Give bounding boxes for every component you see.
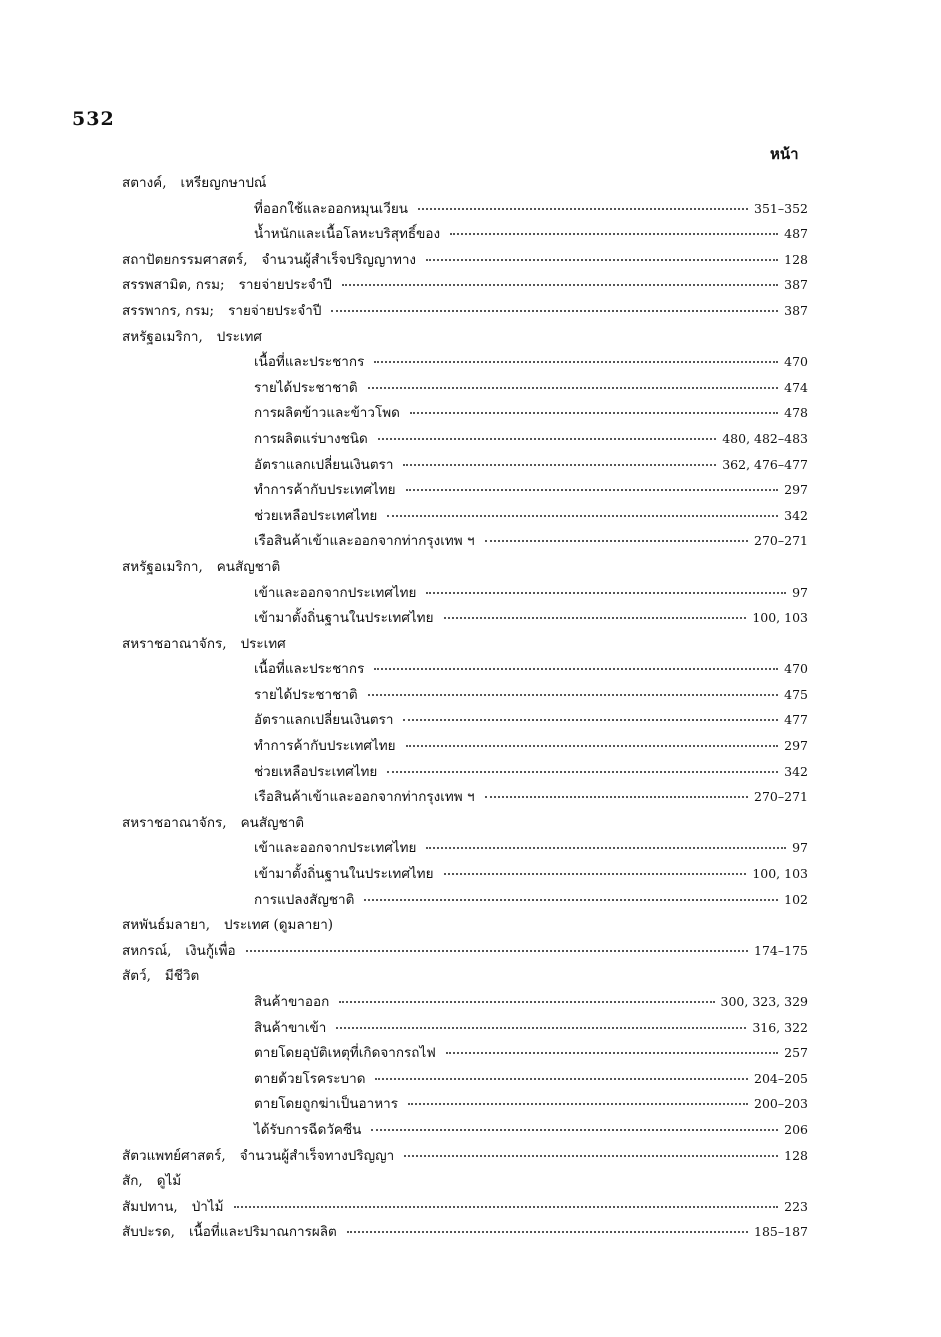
index-entry: [122, 913, 808, 939]
dot-leader: [450, 233, 778, 235]
entry-page-numbers: 387: [784, 302, 808, 318]
entry-page-numbers: 97: [792, 840, 808, 856]
dot-leader: [342, 284, 778, 286]
entry-subterm: ได้รับการฉีดวัคซีน: [254, 1121, 362, 1138]
dot-leader: [426, 592, 786, 594]
entry-heading: [122, 1144, 394, 1166]
entry-heading: [122, 1195, 224, 1217]
entry-heading: [122, 836, 416, 858]
entry-page-numbers: 200–203: [754, 1096, 808, 1112]
dot-leader: [364, 899, 778, 901]
entry-subterm: ประเทศ: [240, 635, 286, 652]
entry-heading: [122, 171, 266, 193]
entry-page-numbers: 316, 322: [752, 1019, 808, 1035]
entry-subterm: เข้ามาตั้งถิ่นฐานในประเทศไทย: [254, 610, 434, 627]
entry-page-numbers: 342: [784, 763, 808, 779]
entry-subterm: อัตราแลกเปลี่ยนเงินตรา: [254, 712, 394, 729]
index-entry: [122, 657, 808, 683]
index-entry: [122, 1144, 808, 1170]
index-entry: [122, 504, 808, 530]
page-number: 532: [72, 108, 115, 130]
entry-heading: [122, 1220, 337, 1242]
entry-heading: [122, 606, 434, 628]
index-entry: [122, 683, 808, 709]
entry-heading: [122, 299, 321, 321]
entry-subterm: ประเทศ (ดูมลายา): [224, 917, 334, 934]
entry-page-numbers: 478: [784, 405, 808, 421]
entry-page-numbers: 270–271: [754, 789, 808, 805]
entry-main-term: สรรพสามิต, กรม;: [122, 277, 225, 294]
entry-heading: [122, 632, 286, 654]
dot-leader: [387, 771, 778, 773]
dot-leader: [387, 515, 778, 517]
entry-heading: [122, 222, 440, 244]
index-entry: [122, 273, 808, 299]
entry-page-numbers: 270–271: [754, 533, 808, 549]
entry-heading: [122, 504, 377, 526]
index-entry: [122, 401, 808, 427]
entry-heading: [122, 1118, 361, 1140]
entry-subterm: เข้ามาตั้งถิ่นฐานในประเทศไทย: [254, 866, 434, 883]
entry-subterm: เนื้อที่และปริมาณการผลิต: [188, 1224, 337, 1241]
entry-subterm: เรือสินค้าเข้าและออกจากท่ากรุงเทพ ฯ: [254, 533, 475, 550]
entry-page-numbers: 477: [784, 712, 808, 728]
entry-heading: [122, 325, 262, 347]
entry-subterm: ที่ออกใช้และออกหมุนเวียน: [254, 200, 409, 217]
entry-page-numbers: 100, 103: [752, 866, 808, 882]
entry-heading: [122, 197, 408, 219]
entry-heading: [122, 376, 358, 398]
entry-page-numbers: 100, 103: [752, 610, 808, 626]
entry-subterm: เข้าและออกจากประเทศไทย: [254, 584, 417, 601]
index-entry: [122, 606, 808, 632]
dot-leader: [368, 694, 779, 696]
entry-page-numbers: 257: [784, 1045, 808, 1061]
dot-leader: [371, 1129, 778, 1131]
index-entry: [122, 325, 808, 351]
entry-main-term: สหรัฐอเมริกา,: [122, 558, 203, 575]
entry-subterm: การแปลงสัญชาติ: [254, 891, 355, 908]
entry-subterm: ป่าไม้: [191, 1198, 224, 1215]
dot-leader: [234, 1206, 779, 1208]
entry-subterm: การผลิตข้าวและข้าวโพด: [254, 405, 400, 422]
entry-page-numbers: 351–352: [754, 200, 808, 216]
entry-page-numbers: 300, 323, 329: [720, 994, 808, 1009]
entry-page-numbers: 223: [784, 1198, 808, 1214]
entry-page-numbers: 387: [784, 277, 808, 293]
dot-leader: [347, 1231, 748, 1233]
entry-page-numbers: 362, 476–477: [722, 456, 808, 472]
entry-heading: [122, 248, 416, 270]
entry-heading: [122, 862, 434, 884]
entry-subterm: ตายโดยถูกฆ่าเป็นอาหาร: [254, 1096, 398, 1113]
entry-subterm: เนื้อที่และประชากร: [254, 661, 365, 678]
entry-main-term: สัตว์,: [122, 968, 151, 985]
index-entry: [122, 171, 808, 197]
entry-subterm: ตายด้วยโรคระบาด: [254, 1070, 366, 1087]
dot-leader: [246, 950, 748, 952]
index-entry: [122, 990, 808, 1016]
entry-page-numbers: 487: [784, 226, 808, 242]
entry-main-term: สหราชอาณาจักร,: [122, 814, 227, 831]
index-entry: [122, 1118, 808, 1144]
entry-heading: [122, 785, 475, 807]
index-entry: [122, 760, 808, 786]
index-entry: [122, 350, 808, 376]
entry-heading: [122, 913, 333, 935]
entry-main-term: สัตวแพทย์ศาสตร์,: [122, 1147, 226, 1164]
entry-subterm: ช่วยเหลือประเทศไทย: [254, 507, 378, 524]
entry-page-numbers: 204–205: [754, 1070, 808, 1086]
entry-main-term: สหรัฐอเมริกา,: [122, 328, 203, 345]
entry-subterm: ดูไม้: [156, 1173, 182, 1190]
entry-main-term: สถาปัตยกรรมศาสตร์,: [122, 251, 248, 268]
dot-leader: [406, 745, 779, 747]
entry-main-term: สหราชอาณาจักร,: [122, 635, 227, 652]
entry-subterm: เข้าและออกจากประเทศไทย: [254, 840, 417, 857]
dot-leader: [374, 361, 778, 363]
dot-leader: [403, 464, 716, 466]
entry-subterm: มีชีวิต: [164, 968, 200, 985]
entry-subterm: เรือสินค้าเข้าและออกจากท่ากรุงเทพ ฯ: [254, 789, 475, 806]
entry-heading: [122, 1169, 181, 1191]
page-column-header: หน้า: [770, 145, 799, 163]
entry-heading: [122, 1016, 326, 1038]
entry-page-numbers: 297: [784, 482, 808, 498]
entry-subterm: เงินกู้เพื่อ: [185, 942, 236, 959]
entry-heading: [122, 529, 475, 551]
entry-subterm: คนสัญชาติ: [216, 558, 281, 575]
entry-subterm: ทำการค้ากับประเทศไทย: [254, 482, 396, 499]
entry-heading: [122, 1092, 398, 1114]
entry-heading: [122, 990, 329, 1012]
entry-heading: [122, 555, 280, 577]
dot-leader: [336, 1027, 746, 1029]
entry-page-numbers: 102: [784, 891, 808, 907]
entry-heading: [122, 478, 396, 500]
entry-heading: [122, 401, 400, 423]
entry-main-term: สัก,: [122, 1173, 143, 1190]
index-entry: [122, 632, 808, 658]
index-entry: [122, 1067, 808, 1093]
index-entry: [122, 1016, 808, 1042]
entry-heading: [122, 683, 358, 705]
entry-heading: [122, 657, 364, 679]
index-entry: [122, 529, 808, 555]
dot-leader: [374, 668, 778, 670]
entry-main-term: สหพันธ์มลายา,: [122, 917, 211, 934]
dot-leader: [426, 847, 786, 849]
entry-heading: [122, 708, 393, 730]
entry-page-numbers: 185–187: [754, 1224, 808, 1240]
entry-subterm: การผลิตแร่บางชนิด: [254, 430, 368, 447]
entry-heading: [122, 350, 364, 372]
index-entry: [122, 299, 808, 325]
entry-heading: [122, 939, 236, 961]
entry-page-numbers: 128: [784, 1147, 808, 1163]
entry-heading: [122, 1041, 436, 1063]
entry-page-numbers: 342: [784, 507, 808, 523]
entry-heading: [122, 273, 332, 295]
index-entry: [122, 888, 808, 914]
index-entry: [122, 197, 808, 223]
entry-page-numbers: 470: [784, 661, 808, 677]
entry-heading: [122, 427, 368, 449]
entry-main-term: สตางค์,: [122, 175, 167, 191]
index-entry: [122, 581, 808, 607]
entry-heading: [122, 734, 396, 756]
index-entry: [122, 785, 808, 811]
dot-leader: [485, 540, 748, 542]
dot-leader: [485, 796, 748, 798]
index-entry: [122, 1195, 808, 1221]
entry-subterm: ตายโดยอุบัติเหตุที่เกิดจากรถไฟ: [254, 1045, 436, 1062]
index-entry: [122, 427, 808, 453]
index-entry: [122, 708, 808, 734]
index-entry: [122, 1169, 808, 1195]
entry-heading: [122, 453, 393, 475]
entry-page-numbers: 297: [784, 738, 808, 754]
dot-leader: [375, 1078, 748, 1080]
dot-leader: [378, 438, 716, 440]
index-entry: [122, 1220, 808, 1246]
dot-leader: [446, 1052, 778, 1054]
index-entry: [122, 964, 808, 990]
entry-heading: [122, 760, 377, 782]
entry-page-numbers: 475: [784, 686, 808, 702]
dot-leader: [444, 617, 747, 619]
entry-subterm: รายได้ประชาชาติ: [254, 686, 358, 703]
entry-subterm: น้ำหนักและเนื้อโลหะบริสุทธิ์ของ: [254, 226, 441, 243]
dot-leader: [403, 719, 778, 721]
entry-page-numbers: 97: [792, 584, 808, 600]
entry-subterm: อัตราแลกเปลี่ยนเงินตรา: [254, 456, 394, 473]
entry-subterm: คนสัญชาติ: [240, 814, 305, 831]
entry-subterm: จำนวนผู้สำเร็จปริญญาทาง: [261, 251, 417, 268]
entry-heading: [122, 1067, 365, 1089]
dot-leader: [406, 489, 779, 491]
index-entry: [122, 862, 808, 888]
entry-subterm: รายได้ประชาชาติ: [254, 379, 358, 396]
entry-subterm: สินค้าขาออก: [254, 994, 330, 1010]
dot-leader: [408, 1103, 748, 1105]
entry-main-term: สับปะรด,: [122, 1224, 175, 1241]
entry-heading: [122, 964, 199, 986]
entry-page-numbers: 206: [784, 1121, 808, 1137]
entry-page-numbers: 128: [784, 251, 808, 267]
entry-page-numbers: 474: [784, 379, 808, 395]
dot-leader: [331, 310, 778, 312]
index-entry: [122, 734, 808, 760]
index-list: [122, 171, 808, 1246]
entry-subterm: ช่วยเหลือประเทศไทย: [254, 763, 378, 780]
entry-heading: [122, 581, 416, 603]
index-entry: [122, 939, 808, 965]
dot-leader: [339, 1001, 714, 1003]
dot-leader: [410, 412, 778, 414]
index-entry: [122, 376, 808, 402]
entry-heading: [122, 888, 354, 910]
dot-leader: [444, 873, 747, 875]
dot-leader: [368, 387, 779, 389]
entry-subterm: ประเทศ: [216, 328, 262, 345]
index-entry: [122, 248, 808, 274]
entry-subterm: ทำการค้ากับประเทศไทย: [254, 738, 396, 755]
dot-leader: [426, 259, 778, 261]
entry-subterm: รายจ่ายประจำปี: [228, 302, 322, 319]
entry-heading: [122, 811, 304, 833]
entry-subterm: เหรียญกษาปณ์: [180, 175, 267, 191]
dot-leader: [418, 208, 748, 210]
entry-subterm: เนื้อที่และประชากร: [254, 354, 365, 371]
entry-page-numbers: 480, 482–483: [722, 430, 808, 446]
index-entry: [122, 1092, 808, 1118]
entry-subterm: สินค้าขาเข้า: [254, 1019, 327, 1036]
dot-leader: [404, 1155, 778, 1157]
entry-subterm: จำนวนผู้สำเร็จทางปริญญา: [239, 1147, 395, 1164]
entry-main-term: สรรพากร, กรม;: [122, 302, 215, 319]
index-entry: [122, 222, 808, 248]
entry-page-numbers: 174–175: [754, 942, 808, 958]
index-entry: [122, 811, 808, 837]
entry-page-numbers: 470: [784, 354, 808, 370]
entry-main-term: สหกรณ์,: [122, 942, 172, 959]
index-entry: [122, 555, 808, 581]
index-entry: [122, 478, 808, 504]
index-entry: [122, 836, 808, 862]
entry-main-term: สัมปทาน,: [122, 1198, 178, 1215]
index-entry: [122, 453, 808, 479]
index-entry: [122, 1041, 808, 1067]
entry-subterm: รายจ่ายประจำปี: [238, 277, 332, 294]
